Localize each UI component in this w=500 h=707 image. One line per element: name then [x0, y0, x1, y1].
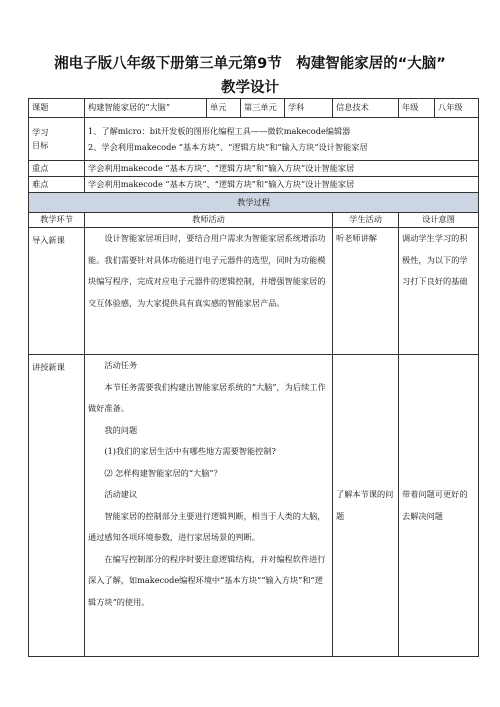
stage-cell: 导入新课 — [29, 228, 85, 355]
lesson-plan-table — [28, 98, 479, 657]
grade-value: 八年级 — [435, 99, 479, 118]
key-point-value: 学会利用makecode “基本方块”、“逻辑方块”和“输入方块”设计智能家居 — [85, 161, 479, 177]
goals-content — [85, 118, 479, 161]
design-intent-cell: 调动学生学习的积极性，为以下的学习打下良好的基础 — [399, 228, 479, 355]
teacher-paragraph: 我的问题 — [104, 424, 138, 435]
unit-value: 第三单元 — [241, 99, 285, 118]
document-subtitle: 教学设计 — [221, 80, 279, 96]
topic-value: 构建智能家居的“大脑” — [85, 99, 207, 118]
difficulty-value: 学会利用makecode “基本方块”、“逻辑方块”和“输入方块”设计智能家居 — [85, 177, 479, 193]
table-row — [29, 355, 479, 657]
col-header-stage: 教学环节 — [29, 213, 85, 228]
teacher-paragraph: 活动建议 — [104, 489, 138, 499]
teacher-paragraph: (1)我们的家居生活中有哪些地方需要智能控制? — [104, 446, 276, 456]
key-point-label: 重点 — [29, 161, 85, 177]
document-title: 湘电子版八年级下册第三单元第9节 构建智能家居的“大脑” — [54, 56, 446, 72]
student-activity-cell: 了解本节课的问题 — [333, 355, 399, 657]
col-header-teacher: 教师活动 — [85, 213, 333, 228]
col-header-intent: 设计意图 — [399, 213, 479, 228]
teacher-paragraph: 智能家居的控制部分主要进行逻辑判断，相当于人类的大脑，通过感知各项环境参数，进行家居场景的判断。 — [88, 510, 326, 542]
process-header: 教学过程 — [29, 193, 479, 213]
grade-label: 年级 — [399, 99, 435, 118]
goal-item: 2、学会利用makecode “基本方块”、“逻辑方块”和“输入方块”设计智能家居 — [88, 142, 368, 152]
subject-label: 学科 — [285, 99, 333, 118]
goal-item: 1、了解micro：bit开发板的图形化编程工具——微软makecode编辑器 — [88, 126, 351, 136]
goals-label: 学习目标 — [29, 118, 85, 161]
teacher-activity-cell — [85, 228, 333, 355]
teacher-paragraph: 本节任务需要我们构建出智能家居系统的“大脑”，为后续工作做好准备。 — [88, 381, 326, 413]
unit-label: 单元 — [207, 99, 241, 118]
difficulty-label: 难点 — [29, 177, 85, 193]
teacher-paragraph: 活动任务 — [104, 360, 138, 370]
table-row — [29, 228, 479, 355]
teacher-paragraph: 在编写控制部分的程序时要注意逻辑结构，并对编程软件进行深入了解，如makecode编程环境中“基本方块”“输入方块”和“逻辑方块”的使用。 — [88, 553, 326, 607]
subject-value: 信息技术 — [333, 99, 399, 118]
design-intent-cell: 带着问题可更好的去解决问题 — [399, 355, 479, 657]
col-header-student: 学生活动 — [333, 213, 399, 228]
student-activity-cell: 听老师讲解 — [333, 228, 399, 355]
topic-label: 课题 — [29, 99, 85, 118]
teacher-paragraph: 设计智能家居项目时，要结合用户需求为智能家居系统增添功能。我们需要针对具体功能进行电子元器件的选型，同时为功能模块编写程序，完成对应电子元器件的逻辑控制，并增强智能家居的交互体验感，为大家提供具有真实感的智能家居产品。 — [88, 233, 326, 308]
stage-cell: 讲授新课 — [29, 355, 85, 657]
teacher-activity-cell — [85, 355, 333, 657]
teacher-paragraph: ⑵ 怎样构建智能家居的“大脑”？ — [104, 467, 222, 478]
